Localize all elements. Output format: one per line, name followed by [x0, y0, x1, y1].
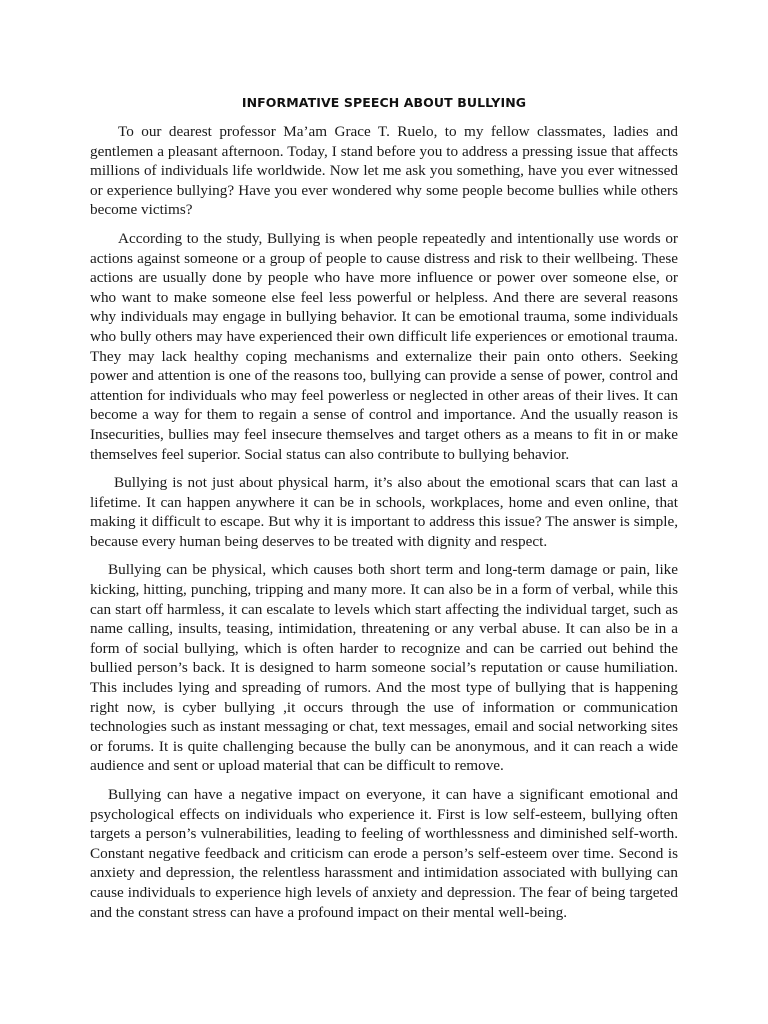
paragraph-types-of-bullying: Bullying can be physical, which causes both short term and long-term damage or pain, like kicking, hitting, punching, tripping and many more. It can also be in a form of verbal, while this can start off harmless, it can escalate to levels which start affecting the individual target, such as name calling, insults, teasing, intimidation, threatening or any verbal abuse. It can also be in a form of social bullying, which is often harder to recognize and can be carried out behind the bullied person’s back. It is designed to harm someone social’s reputation or cause humiliation. This includes lying and spreading of rumors. And the most type of bullying that is happening right now, is cyber bullying ,it occurs through the use of information or communication technologies such as instant messaging or chat, text messages, email and social networking sites or forums. It is quite challenging because the bully can be anonymous, and it can reach a wide audience and sent or upload material that can be difficult to remove.: [90, 561, 678, 775]
paragraph-emotional-scars: Bullying is not just about physical harm, it’s also about the emotional scars that can last a lifetime. It can happen anywhere it can be in schools, workplaces, home and even online, that making it difficult to escape. But why it is important to address this issue? The answer is simple, because every human being deserves to be treated with dignity and respect.: [90, 474, 678, 550]
document-title: INFORMATIVE SPEECH ABOUT BULLYING: [241, 95, 527, 110]
paragraph-negative-impact: Bullying can have a negative impact on everyone, it can have a significant emotional and psychological effects on individuals who experience it. First is low self-esteem, bullying often targets a person’s vulnerabilities, leading to feeling of worthlessness and diminished self-worth. Constant negative feedback and criticism can erode a person’s self-esteem over time. Second is anxiety and depression, the relentless harassment and intimidation associated with bullying can cause individuals to experience high levels of anxiety and depression. The fear of being targeted and the constant stress can have a profound impact on their mental well-being.: [90, 786, 678, 921]
paragraph-definition-and-reasons: According to the study, Bullying is when people repeatedly and intentionally use words or actions against someone or a group of people to cause distress and risk to their wellbeing. These actions are usually done by people who have more influence or power over someone else, or who want to make someone else feel less powerful or helpless. And there are several reasons why individuals may engage in bullying behavior. It can be emotional trauma, some individuals who bully others may have experienced their own difficult life experiences or emotional trauma. They may lack healthy coping mechanisms and externalize their pain onto others. Seeking power and attention is one of the reasons too, bullying can provide a sense of power, control and attention for individuals who may feel powerless or neglected in other areas of their lives. It can become a way for them to regain a sense of control and importance. And the usually reason is Insecurities, bullies may feel insecure themselves and target others as a means to fit in or make themselves feel superior. Social status can also contribute to bullying behavior.: [90, 229, 678, 463]
document-body: [90, 122, 678, 931]
paragraph-greeting: To our dearest professor Ma’am Grace T. Ruelo, to my fellow classmates, ladies and gentlemen a pleasant afternoon. Today, I stand before you to address a pressing issue that affects millions of individuals life worldwide. Now let me ask you something, have you ever witnessed or experience bullying? Have you ever wondered why some people become bullies while others become victims?: [90, 123, 678, 219]
